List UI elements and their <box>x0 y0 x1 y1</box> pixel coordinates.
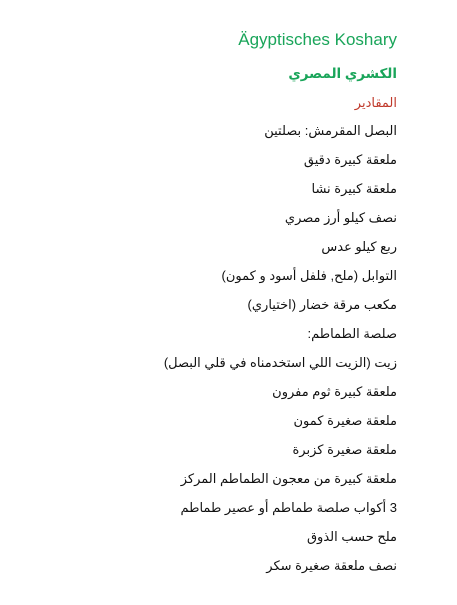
ingredient-line: زيت (الزيت اللي استخدمناه في قلي البصل) <box>163 355 397 370</box>
ingredient-line: ملعقة كبيرة من معجون الطماطم المركز <box>180 471 397 486</box>
recipe-title: Ägyptisches Koshary <box>238 30 397 49</box>
ingredient-line: نصف كيلو أرز مصري <box>284 210 397 225</box>
ingredients-heading: المقادير <box>354 95 397 110</box>
sauce-heading: صلصة الطماطم: <box>307 326 397 341</box>
recipe-subtitle-arabic: الكشري المصري <box>288 66 397 81</box>
ingredient-line: ملعقة كبيرة دقيق <box>303 152 397 167</box>
ingredient-line: 3 أكواب صلصة طماطم أو عصير طماطم <box>180 500 397 515</box>
ingredient-line: ملعقة صغيرة كزبرة <box>292 442 397 457</box>
ingredient-line: التوابل (ملح, فلفل أسود و كمون) <box>221 268 397 283</box>
ingredient-line: مكعب مرقة خضار (اختياري) <box>247 297 397 312</box>
ingredient-line: نصف ملعقة صغيرة سكر <box>266 558 397 573</box>
ingredient-line: ملعقة كبيرة نشا <box>311 181 397 196</box>
ingredient-line: ملعقة صغيرة كمون <box>293 413 397 428</box>
ingredient-line: ربع كيلو عدس <box>321 239 397 254</box>
ingredient-line: ملح حسب الذوق <box>306 529 397 544</box>
ingredient-line: البصل المقرمش: بصلتين <box>264 123 397 138</box>
ingredient-line: ملعقة كبيرة ثوم مفرون <box>272 384 397 399</box>
ingredients-list <box>57 116 397 580</box>
